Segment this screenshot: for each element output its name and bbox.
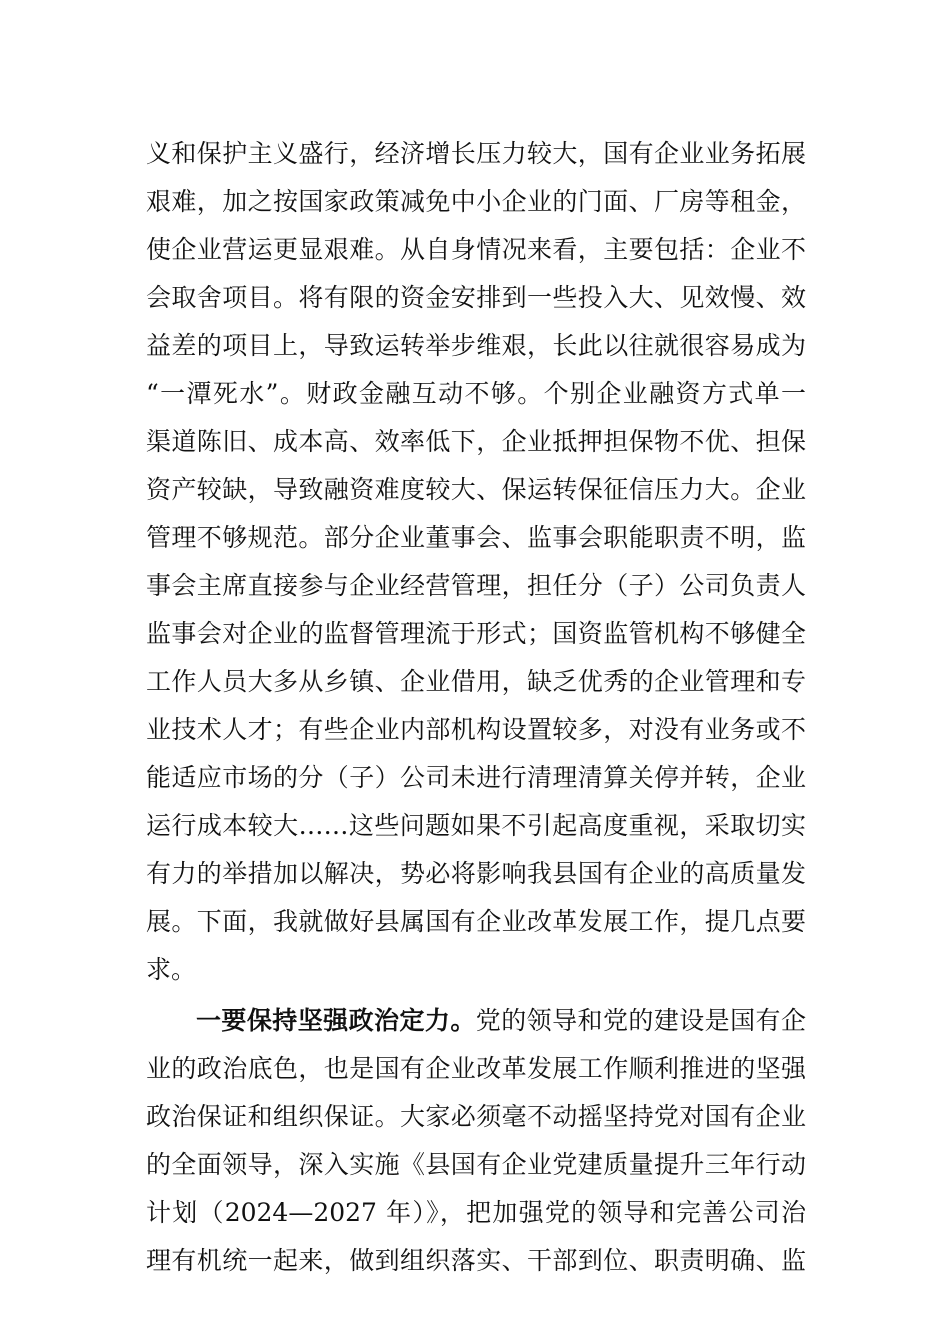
text-line: 事会主席直接参与企业经营管理，担任分（子）公司负责人 — [146, 571, 806, 600]
text-line: 使企业营运更显艰难。从自身情况来看，主要包括：企业不 — [146, 235, 806, 264]
text-line: 求。 — [146, 955, 197, 984]
text-line: 理有机统一起来，做到组织落实、干部到位、职责明确、监 — [146, 1246, 806, 1275]
text-line: 有力的举措加以解决，势必将影响我县国有企业的高质量发 — [146, 859, 806, 888]
text-line: 业的政治底色，也是国有企业改革发展工作顺利推进的坚强 — [146, 1054, 806, 1083]
text-line: 政治保证和组织保证。大家必须毫不动摇坚持党对国有企业 — [146, 1102, 806, 1131]
paragraph-first-line — [196, 1004, 806, 1038]
text-line: 益差的项目上，导致运转举步维艰，长此以往就很容易成为 — [146, 331, 806, 360]
text-line: 管理不够规范。部分企业董事会、监事会职能职责不明，监 — [146, 523, 806, 552]
text-line: 渠道陈旧、成本高、效率低下，企业抵押担保物不优、担保 — [146, 427, 806, 456]
text-line: 会取舍项目。将有限的资金安排到一些投入大、见效慢、效 — [146, 283, 806, 312]
text-line: 艰难，加之按国家政策减免中小企业的门面、厂房等租金， — [146, 187, 806, 216]
text-line: “一潭死水”。财政金融互动不够。个别企业融资方式单一 — [146, 379, 806, 408]
text-line: 计划（2024—2027 年）》，把加强党的领导和完善公司治 — [146, 1198, 806, 1227]
text-line: 能适应市场的分（子）公司未进行清理清算关停并转，企业 — [146, 763, 806, 792]
text-line: 工作人员大多从乡镇、企业借用，缺乏优秀的企业管理和专 — [146, 667, 806, 696]
text-line: 运行成本较大……这些问题如果不引起高度重视，采取切实 — [146, 811, 806, 840]
paragraph-heading: 一要保持坚强政治定力。 — [196, 1006, 476, 1035]
text-line: 展。下面，我就做好县属国有企业改革发展工作，提几点要 — [146, 907, 806, 936]
text-line: 资产较缺，导致融资难度较大、保运转保征信压力大。企业 — [146, 475, 806, 504]
paragraph-first-line-text: 党的领导和党的建设是国有企 — [475, 1006, 806, 1035]
text-line: 监事会对企业的监督管理流于形式；国资监管机构不够健全 — [146, 619, 806, 648]
text-line: 义和保护主义盛行，经济增长压力较大，国有企业业务拓展 — [146, 139, 806, 168]
text-line: 业技术人才；有些企业内部机构设置较多，对没有业务或不 — [146, 715, 806, 744]
text-line: 的全面领导，深入实施《县国有企业党建质量提升三年行动 — [146, 1150, 806, 1179]
